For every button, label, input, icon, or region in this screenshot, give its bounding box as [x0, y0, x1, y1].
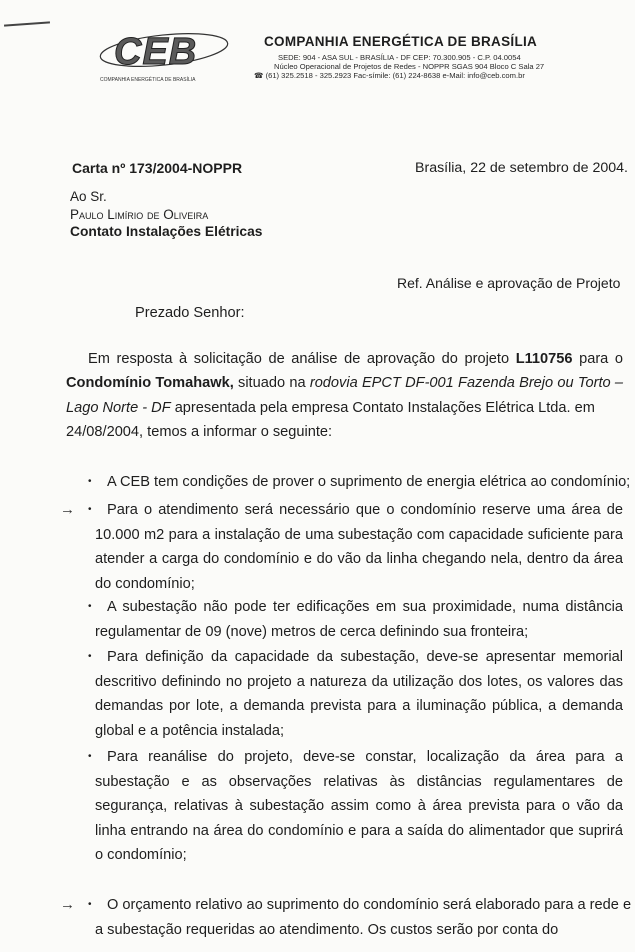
letter-number: Carta nº 173/2004-NOPPR: [72, 160, 243, 176]
bullet-dot: •: [88, 651, 92, 662]
bullet-dot: •: [88, 504, 92, 515]
bullet-line: Para reanálise do projeto, deve-se constar, localização da área para a: [107, 749, 623, 765]
bullet-line: do condomínio;: [95, 575, 195, 592]
bullet-line: demandas por lote, a demanda prevista para a iluminação pública, a demanda: [95, 698, 623, 714]
bullet-dot: •: [88, 601, 92, 612]
bullet-line: linha entrando na área do condomínio e para a saída do alimentador que suprirá: [95, 822, 623, 839]
place-date: Brasília, 22 de setembro de 2004.: [415, 160, 628, 176]
bullet-dot: •: [88, 476, 92, 487]
company-name: COMPANHIA ENERGÉTICA DE BRASÍLIA: [264, 34, 538, 49]
bullet-line: O orçamento relativo ao suprimento do condomínio será elaborado para a rede e: [107, 897, 632, 913]
bullet-line: o condomínio;: [95, 847, 187, 863]
bullet-line: 10.000 m2 para a instalação de uma subestação com capacidade suficiente para: [95, 526, 623, 543]
bullet-line: Para definição da capacidade da subestação, deve-se apresentar memorial: [107, 649, 623, 665]
recipient-name: Paulo Limírio de Oliveira: [70, 207, 209, 222]
bullet-line: descritivo definindo no projeto a natureza da utilização dos lotes, os valores das: [95, 673, 623, 690]
pen-mark: [4, 21, 50, 26]
intro-line: Condomínio Tomahawk, situado na rodovia EPCT DF-001 Fazenda Brejo ou Torto –: [66, 375, 623, 391]
bullet-line: a subestação requeridas ao atendimento. Os custos serão por conta do: [95, 921, 559, 938]
bullet-dot: •: [88, 899, 92, 910]
bullet-line: Para o atendimento será necessário que o condomínio reserve uma área de: [107, 502, 623, 518]
handwritten-arrow-icon: →: [60, 896, 75, 913]
contact-line: ☎ (61) 325.2518 - 325.2923 Fac-símile: (61) 224-8638 e-Mail: info@ceb.com.br: [254, 71, 525, 80]
bullet-dot: •: [88, 751, 92, 762]
ceb-logo: [96, 26, 231, 84]
logo-subtext: COMPANHIA ENERGÉTICA DE BRASÍLIA: [100, 77, 196, 83]
intro-line: Lago Norte - DF apresentada pela empresa Contato Instalações Elétrica Ltda. em: [66, 400, 595, 416]
reference: Ref. Análise e aprovação de Projeto: [397, 275, 621, 291]
recipient-company: Contato Instalações Elétricas: [70, 224, 263, 239]
bullet-line: segurança, relativas à subestação assim como à área prevista para o vão da: [95, 798, 623, 814]
bullet-line: A subestação não pode ter edificações em sua proximidade, numa distância: [107, 599, 623, 615]
bullet-line: global e a potência instalada;: [95, 722, 285, 739]
bullet-line: A CEB tem condições de prover o suprimento de energia elétrica ao condomínio;: [107, 474, 631, 490]
address-line: SEDE: 904 - ASA SUL - BRASÍLIA - DF CEP: 70.300.905 - C.P. 04.0054: [278, 53, 521, 62]
handwritten-arrow-icon: →: [60, 501, 75, 518]
bullet-line: atender a carga do condomínio e do vão da linha chegando nela, dentro da área: [95, 551, 623, 567]
salutation-to: Ao Sr.: [70, 189, 107, 204]
bullet-line: subestação e as observações relativas às distâncias regulamentares de: [95, 773, 623, 790]
intro-line: Em resposta à solicitação de análise de aprovação do projeto L110756 para o: [88, 351, 623, 367]
bullet-line: regulamentar de 09 (nove) metros de cerca definindo sua fronteira;: [95, 623, 529, 640]
address-line: Núcleo Operacional de Projetos de Redes - NOPPR SGAS 904 Bloco C Sala 27: [274, 62, 545, 71]
logo-wordmark: CEB: [114, 31, 198, 73]
greeting: Prezado Senhor:: [135, 305, 245, 321]
intro-line: 24/08/2004, temos a informar o seguinte:: [66, 424, 333, 440]
